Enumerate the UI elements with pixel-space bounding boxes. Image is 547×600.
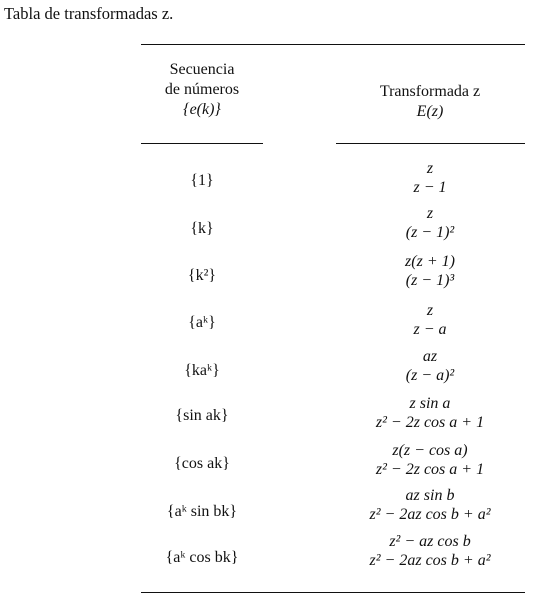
- fraction-denominator: z² − 2z cos a + 1: [375, 414, 485, 432]
- table-caption: Tabla de transformadas z.: [4, 4, 174, 23]
- header-rule-left: [141, 143, 263, 144]
- sequence-cell: {1}: [190, 172, 214, 189]
- transform-fraction: [322, 253, 538, 290]
- sequence-cell: {kaᵏ}: [184, 362, 220, 379]
- fraction-denominator: (z − 1)²: [405, 224, 455, 242]
- fraction-denominator: (z − 1)³: [405, 272, 455, 290]
- fraction-denominator: z − a: [413, 321, 447, 339]
- fraction-numerator: az sin b: [405, 487, 455, 504]
- column-header-transform: [322, 82, 538, 122]
- header-rule-right: [336, 143, 525, 144]
- sequence-cell: {sin ak}: [175, 407, 229, 424]
- sequence-cell: {k²}: [187, 267, 217, 284]
- fraction-numerator: az: [422, 348, 438, 365]
- bottom-rule: [141, 592, 525, 593]
- transform-fraction: [322, 348, 538, 385]
- sequence-cell: {aᵏ sin bk}: [166, 503, 238, 520]
- fraction-numerator: z(z + 1): [405, 253, 455, 270]
- fraction-denominator: z² − 2z cos a + 1: [375, 461, 485, 479]
- transform-fraction: [322, 487, 538, 524]
- sequence-cell: {aᵏ cos bk}: [165, 549, 239, 566]
- sequence-cell: {aᵏ}: [188, 314, 216, 331]
- fraction-denominator: (z − a)²: [405, 367, 455, 385]
- transform-fraction: [322, 160, 538, 197]
- header-line: de números: [164, 81, 240, 98]
- fraction-numerator: z: [426, 205, 434, 222]
- fraction-numerator: z(z − cos a): [392, 442, 468, 459]
- sequence-cell: {cos ak}: [174, 455, 230, 472]
- header-line: Secuencia: [169, 61, 235, 78]
- fraction-numerator: z: [426, 302, 434, 319]
- header-line: {e(k)}: [183, 101, 221, 118]
- header-line: Transformada z: [379, 83, 481, 100]
- fraction-numerator: z: [426, 160, 434, 177]
- transform-fraction: [322, 533, 538, 570]
- transform-fraction: [322, 442, 538, 479]
- transform-fraction: [322, 205, 538, 242]
- transform-fraction: [322, 302, 538, 339]
- fraction-denominator: z² − 2az cos b + a²: [369, 506, 491, 524]
- fraction-numerator: z² − az cos b: [389, 533, 471, 550]
- header-line: E(z): [416, 103, 444, 120]
- column-header-sequence: [141, 60, 263, 120]
- top-rule: [141, 44, 525, 45]
- fraction-numerator: z sin a: [409, 395, 451, 412]
- transform-fraction: [322, 395, 538, 432]
- fraction-denominator: z² − 2az cos b + a²: [369, 552, 491, 570]
- fraction-denominator: z − 1: [413, 179, 447, 197]
- sequence-cell: {k}: [190, 220, 214, 237]
